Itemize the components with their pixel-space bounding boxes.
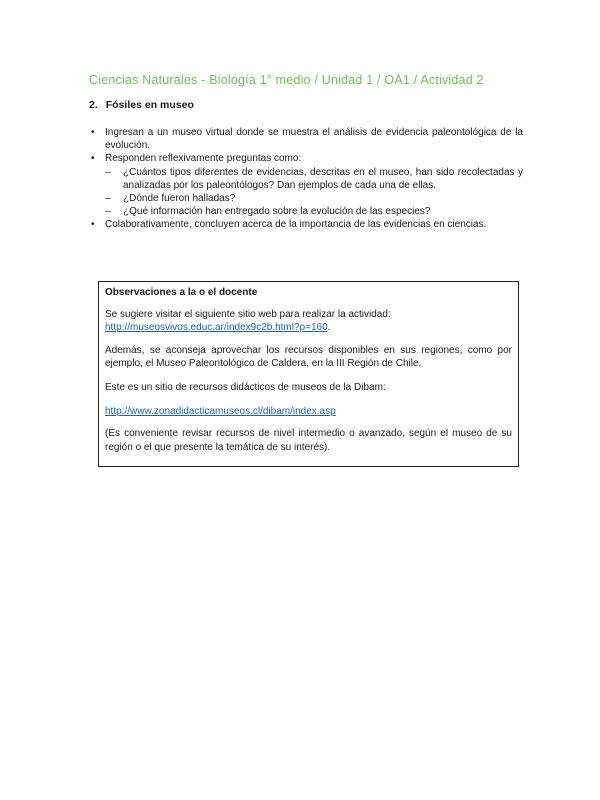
observations-paragraph: Además, se aconseja aprovechar los recursos disponibles en sus regiones, como por ejemplo, el Museo Paleontológico de Caldera, en la III Región de Chile. — [105, 344, 512, 369]
section-title-text: Fósiles en museo — [105, 99, 194, 111]
bullet-item: • Ingresan a un museo virtual donde se muestra el análisis de evidencia paleontológica de la evolución. — [89, 126, 523, 152]
museos-vivos-link[interactable]: http://museosvivos.educ.ar/index9c2b.html?p=160 — [105, 322, 328, 334]
question-item: – ¿Cuántos tipos diferentes de evidencias, descritas en el museo, han sido recolectadas y analizadas por los paleontólogos? Dan ejemplos de cada una de ellas. — [105, 166, 523, 192]
zona-didactica-link[interactable]: http://www.zonadidacticamuseos.cl/dibam/index.asp — [105, 406, 336, 418]
observations-title: Observaciones a la o el docente — [105, 287, 258, 298]
section-number: 2. — [89, 99, 98, 111]
breadcrumb-header: Ciencias Naturales - Biología 1° medio / Unidad 1 / OA1 / Actividad 2 — [89, 73, 484, 87]
section-title — [89, 99, 194, 111]
question-list — [105, 166, 523, 219]
observations-paragraph: Este es un sitio de recursos didácticos de museos de la Dibam: — [105, 382, 386, 394]
bullet-item: • Responden reflexivamente preguntas como: – ¿Cuántos tipos diferentes de evidencias, descritas en el museo, han sido recolectadas y analizadas por los paleontólogos? Dan ejemplos de cada una de ellas. – ¿Dónde fueron halladas? – ¿Qué información han entregado sobre la evolución de las especies? — [89, 152, 523, 218]
question-item: – ¿Qué información han entregado sobre la evolución de las especies? — [105, 205, 523, 218]
bullet-item: • Colaborativamente, concluyen acerca de la importancia de las evidencias en ciencias. — [89, 218, 523, 231]
observations-paragraph: Se sugiere visitar el siguiente sitio web para realizar la actividad: http://museosvivos.educ.ar/index9c2b.html?p=160. — [105, 309, 391, 334]
teacher-observations-box — [98, 281, 519, 467]
question-item: – ¿Dónde fueron halladas? — [105, 192, 523, 205]
activity-content — [89, 126, 523, 232]
observations-paragraph — [105, 405, 512, 418]
bullet-list — [89, 126, 523, 232]
observations-paragraph: (Es conveniente revisar recursos de nivel intermedio o avanzado, según el museo de su región o el que presente la temática de su interés). — [105, 428, 512, 453]
